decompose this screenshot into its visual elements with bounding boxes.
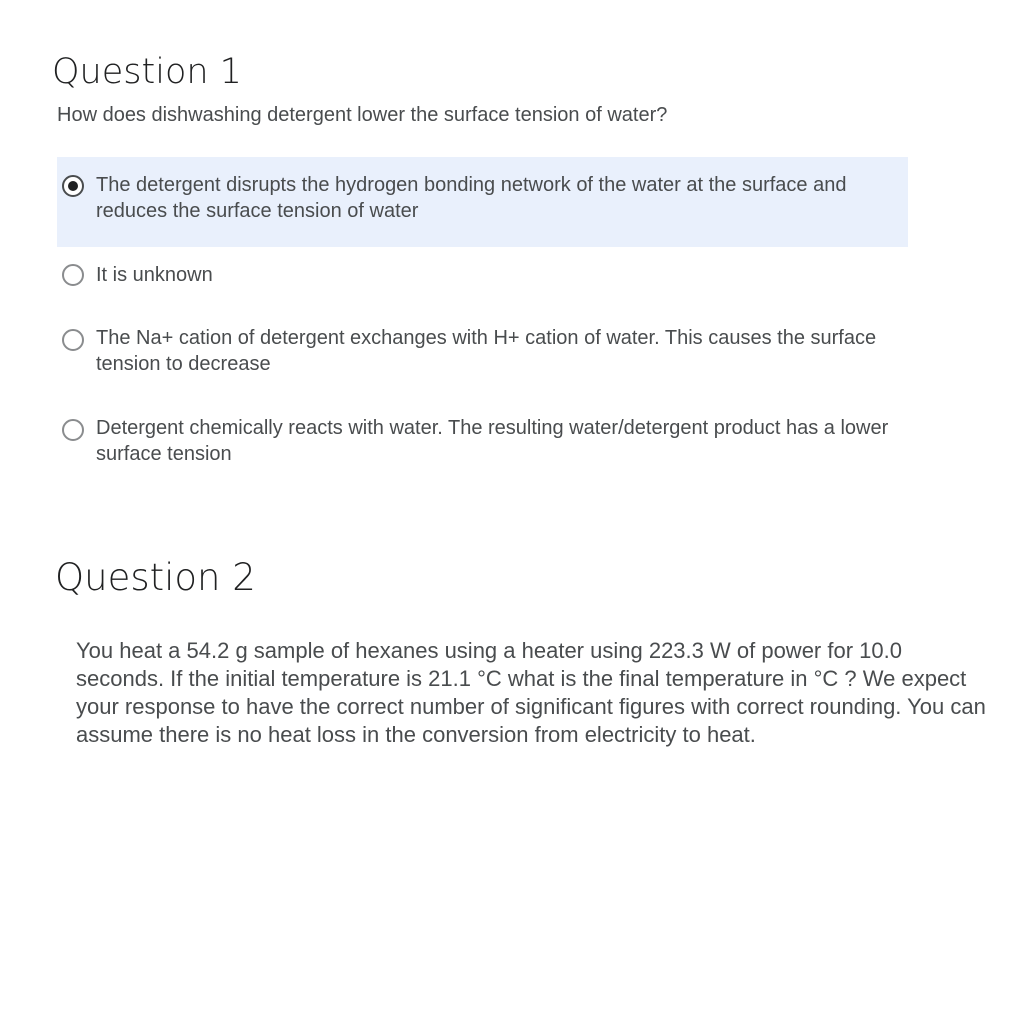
answer-option-2[interactable]: [57, 258, 908, 292]
radio-button[interactable]: [62, 419, 84, 441]
radio-dot-icon: [68, 181, 78, 191]
question-2-title: Question 2: [55, 556, 256, 599]
question-1-title: Question 1: [52, 52, 242, 92]
question-1-prompt: How does dishwashing detergent lower the surface tension of water?: [57, 104, 668, 126]
answer-option-label[interactable]: It is unknown: [96, 264, 213, 286]
answer-option-1[interactable]: [57, 157, 908, 247]
radio-button-selected[interactable]: [62, 175, 84, 197]
answer-option-label[interactable]: The Na+ cation of detergent exchanges with H+ cation of water. This causes the surface tension to decrease: [96, 327, 877, 375]
answer-option-label[interactable]: The detergent disrupts the hydrogen bonding network of the water at the surface and reduces the surface tension of water: [96, 174, 847, 222]
radio-button[interactable]: [62, 329, 84, 351]
radio-button[interactable]: [62, 264, 84, 286]
answer-option-label[interactable]: Detergent chemically reacts with water. The resulting water/detergent product has a lower surface tension: [96, 417, 889, 465]
question-2-prompt: You heat a 54.2 g sample of hexanes using a heater using 223.3 W of power for 10.0 seconds. If the initial temperature is 21.1 °C what is the final temperature in °C ? We expect your response to have the correct number of significant figures with correct rounding. You can assume there is no heat loss in the conversion from electricity to heat.: [76, 638, 986, 747]
answer-option-3[interactable]: [57, 322, 908, 382]
answer-option-4[interactable]: [57, 412, 908, 472]
